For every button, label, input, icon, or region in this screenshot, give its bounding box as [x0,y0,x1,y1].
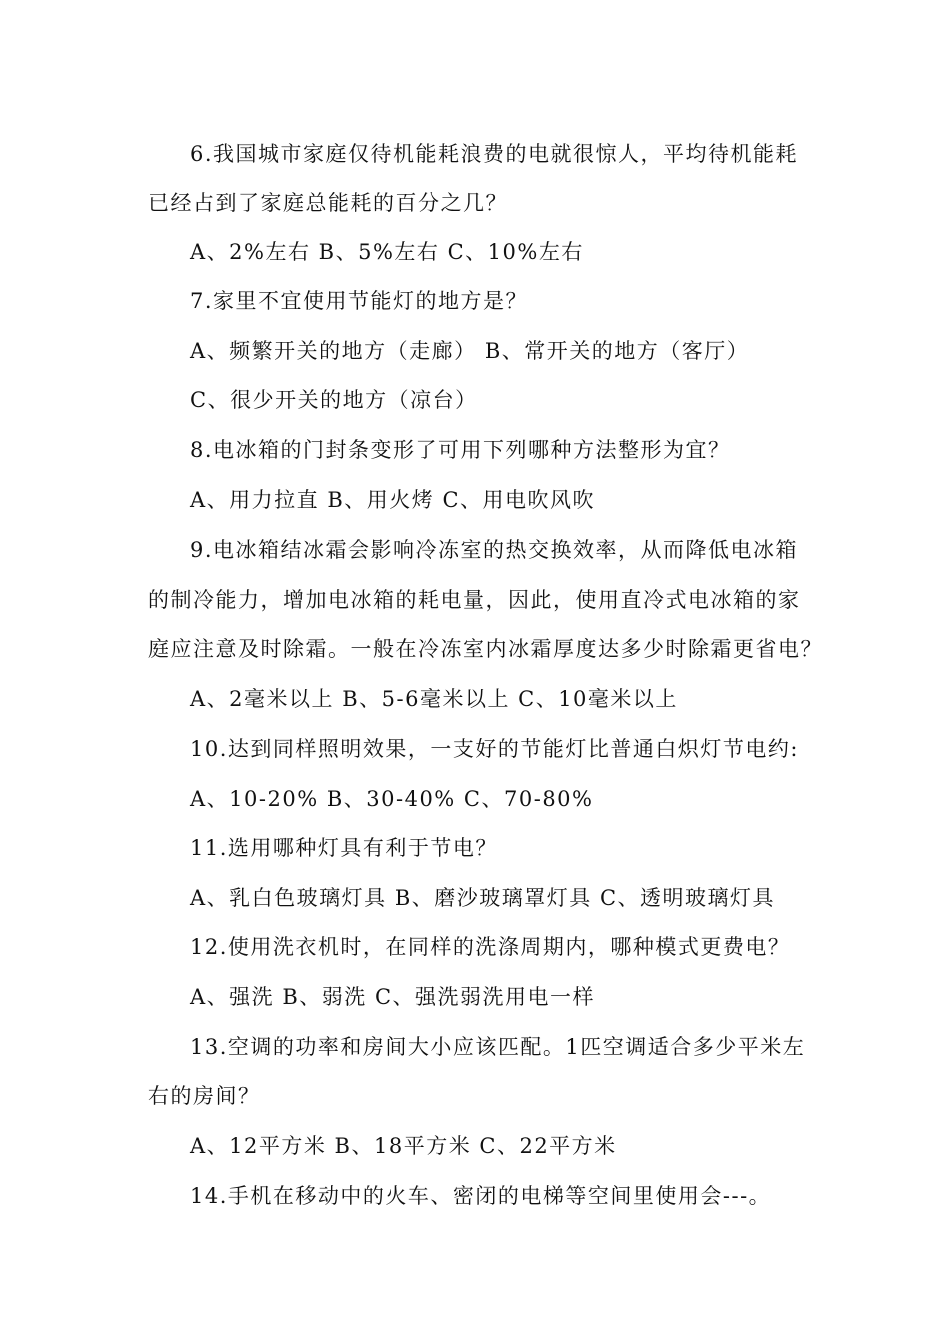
question-14: 14.手机在移动中的火车、密闭的电梯等空间里使用会---。 [190,1184,772,1208]
question-8-options: A、用力拉直 B、用火烤 C、用电吹风吹 [190,488,596,512]
question-10-options: A、10-20% B、30-40% C、70-80% [190,787,594,811]
question-9-line-2: 的制冷能力，增加电冰箱的耗电量，因此，使用直冷式电冰箱的家 [148,588,801,612]
question-11-options: A、乳白色玻璃灯具 B、磨沙玻璃罩灯具 C、透明玻璃灯具 [190,886,776,910]
question-13-line-2: 右的房间？ [148,1084,261,1108]
question-10: 10.达到同样照明效果，一支好的节能灯比普通白炽灯节电约: [190,737,799,761]
question-6-options: A、2%左右 B、5%左右 C、10%左右 [190,240,584,264]
question-7: 7.家里不宜使用节能灯的地方是？ [190,289,529,313]
question-8: 8.电冰箱的门封条变形了可用下列哪种方法整形为宜？ [190,438,731,462]
question-7-options-ab: A、频繁开关的地方（走廊） B、常开关的地方（客厅） [190,339,750,363]
question-9-line-1: 9.电冰箱结冰霜会影响冷冻室的热交换效率，从而降低电冰箱 [190,538,799,562]
question-12: 12.使用洗衣机时，在同样的洗涤周期内，哪种模式更费电？ [190,935,791,959]
question-7-option-c: C、很少开关的地方（凉台） [190,388,478,412]
question-12-options: A、强洗 B、弱洗 C、强洗弱洗用电一样 [190,985,596,1009]
question-6-line-2: 已经占到了家庭总能耗的百分之几？ [148,191,508,215]
question-6-line-1: 6.我国城市家庭仅待机能耗浪费的电就很惊人，平均待机能耗 [190,142,799,166]
question-13-options: A、12平方米 B、18平方米 C、22平方米 [190,1134,617,1158]
question-13-line-1: 13.空调的功率和房间大小应该匹配。1匹空调适合多少平米左 [190,1035,806,1059]
question-9-line-3: 庭应注意及时除霜。一般在冷冻室内冰霜厚度达多少时除霜更省电？ [148,637,823,661]
question-11: 11.选用哪种灯具有利于节电？ [190,836,498,860]
question-9-options: A、2毫米以上 B、5-6毫米以上 C、10毫米以上 [190,687,678,711]
